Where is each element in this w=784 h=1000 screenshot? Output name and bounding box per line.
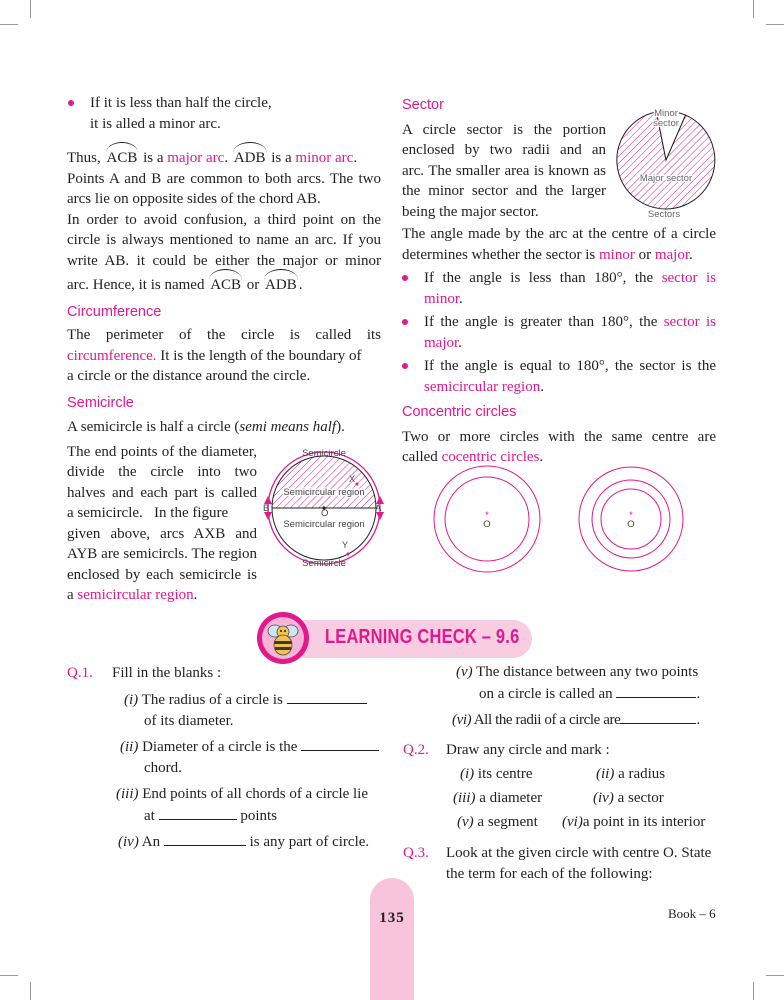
thus-line: Thus, ACB is a major arc. ADB is a minor arc.	[67, 143, 381, 169]
point-y-dot	[347, 553, 350, 556]
label-region-top: Semicircular region	[283, 487, 365, 498]
text-line: Points A and B are common to both arcs. The two	[67, 170, 381, 187]
question-number: Q.2.	[403, 742, 429, 758]
text-line: of its diameter.	[144, 712, 234, 729]
bullet-icon	[68, 100, 74, 106]
section-heading: Concentric circles	[402, 404, 517, 420]
text-line: enclosed by two radii and an	[402, 142, 606, 158]
q1-item-iv	[118, 831, 388, 853]
label-sectors: Sectors	[647, 209, 681, 220]
text-line: The perimeter of the circle is called its	[67, 327, 381, 343]
text-line: If the angle is less than 180°, the sector is	[424, 270, 717, 286]
bullet-equal-to	[402, 356, 716, 397]
label-region-bottom: Semicircular region	[283, 519, 365, 530]
crop-mark	[0, 975, 18, 976]
bullet-line: it is alled a minor arc.	[90, 115, 221, 132]
label-b: B	[263, 503, 270, 514]
text-line: a semicircular region.	[67, 587, 198, 603]
answer-blank	[620, 709, 696, 724]
text-line: determines whether the sector is minor or major.	[402, 246, 693, 263]
section-heading: Semicircle	[67, 394, 134, 411]
text-line: arcs lie on opposite sides of the chord AB.	[67, 191, 321, 207]
text-line: The end points of the diameter,	[67, 443, 257, 460]
bullet-less-than	[402, 268, 716, 309]
text-line: semicircular region.	[424, 378, 544, 395]
question-number: Q.1.	[67, 665, 93, 681]
book-label: Book – 6	[668, 906, 716, 921]
q1-item-ii	[120, 736, 386, 778]
q2-item-vi: (vi)a point in its interior	[562, 814, 706, 830]
text-line: (iii) End points of all chords of a circle lie	[116, 786, 369, 802]
label-a: A	[375, 503, 382, 514]
label-sector: sector	[653, 118, 679, 129]
text-line: the term for each of the following:	[446, 865, 653, 882]
text-line: a circle or the distance around the circle.	[67, 368, 311, 384]
centre-star-icon: *	[485, 510, 489, 520]
learning-check-banner	[257, 612, 532, 664]
text-line: on a circle is called an .	[456, 683, 726, 705]
text-line: halves and each part is called	[67, 484, 257, 501]
sector-figure	[612, 106, 724, 220]
text-line: The angle made by the arc at the centre of a circle	[402, 226, 716, 242]
q2-item-i: (i) its centre	[460, 766, 533, 782]
answer-blank	[159, 805, 237, 820]
bullet-greater-than	[402, 312, 716, 353]
crop-mark	[753, 0, 754, 18]
arc-name-line: arc. Hence, it is named ACB or ADB .	[67, 271, 381, 296]
text-line: If the angle is equal to 180°, the sector is the	[424, 358, 716, 374]
question-number: Q.3.	[403, 845, 429, 861]
text-line: being the major sector.	[402, 203, 539, 220]
label-o: O	[321, 508, 329, 519]
crop-mark	[30, 0, 31, 18]
text-line: minor.	[424, 290, 463, 307]
answer-blank	[616, 683, 696, 698]
text-line: (v) The distance between any two points	[456, 664, 699, 680]
text-line: A semicircle is half a circle (semi means half).	[67, 419, 345, 435]
text-line: major.	[424, 334, 462, 351]
q2-item-ii: (ii) a radius	[596, 766, 666, 782]
q1-item-vi	[452, 709, 726, 731]
crop-mark	[766, 24, 784, 25]
text-line: A circle sector is the portion	[402, 121, 606, 138]
label-o: O	[483, 519, 491, 530]
bullet-icon	[402, 275, 408, 281]
hatched-semicircular-region	[272, 456, 376, 508]
text-line: arc. The smaller area is known as	[402, 162, 606, 179]
text-line: (iv) An is any part of circle.	[118, 831, 388, 853]
minor-arc-term: minor arc	[295, 150, 354, 166]
point-x-dot	[356, 483, 359, 486]
page-number-tab	[370, 878, 414, 1000]
label-o: O	[627, 519, 635, 530]
q2-item-iii: (iii) a diameter	[453, 790, 543, 806]
semicircle-figure	[262, 444, 384, 572]
text-line: circle is always mentioned to name an arc. If you	[67, 232, 381, 248]
section-heading: Circumference	[67, 303, 162, 320]
question-text: Draw any circle and mark :	[446, 742, 610, 758]
q3-text	[446, 843, 716, 884]
label-y: Y	[342, 540, 349, 550]
crop-mark	[753, 982, 754, 1000]
q1-item-i	[124, 689, 386, 731]
concentric-circles-figure	[432, 464, 692, 584]
bullet-icon	[402, 319, 408, 325]
q1-item-v	[456, 662, 726, 704]
text-line: If the angle is greater than 180°, the sector is	[424, 314, 716, 330]
label-semicircle-top: Semicircle	[302, 448, 346, 459]
text-line: divide the circle into two	[67, 464, 257, 480]
q2-item-iv: (iv) a sector	[593, 790, 664, 806]
arc-symbol: ACB	[107, 145, 138, 169]
crop-mark	[766, 975, 784, 976]
text-line: given above, arcs AXB and	[67, 525, 257, 542]
learning-check-title: LEARNING CHECK – 9.6	[325, 626, 520, 648]
major-arc-term: major arc	[167, 150, 225, 166]
text-line: the minor sector and the larger	[402, 183, 606, 199]
answer-blank	[164, 831, 246, 846]
centre-star-icon: *	[629, 510, 633, 520]
arc-symbol: ADB	[265, 272, 297, 296]
arc-symbol: ADB	[234, 145, 266, 169]
text-line: (ii) Diameter of a circle is the	[120, 736, 386, 758]
label-semicircle-bottom: Semicircle	[302, 558, 346, 569]
q2-item-v: (v) a segment	[457, 814, 538, 830]
crop-mark	[30, 982, 31, 1000]
bee-mascot-icon	[265, 621, 301, 657]
text-line: (vi) All the radii of a circle are .	[452, 709, 726, 731]
label-x: X	[349, 474, 356, 484]
crop-mark	[0, 24, 18, 25]
bullet-line: If it is less than half the circle,	[90, 95, 272, 111]
text-line: called cocentric circles.	[402, 449, 544, 465]
text-line: AYB are semicircls. The region	[67, 546, 257, 562]
text-line: (i) The radius of a circle is	[124, 689, 386, 711]
label-minor: Minor	[654, 108, 678, 119]
text-line: Look at the given circle with centre O. State	[446, 845, 712, 861]
label-major-sector: Major sector	[639, 173, 693, 184]
q1-item-iii	[116, 784, 388, 826]
text-line: a semicircle. In the figure	[67, 505, 229, 521]
answer-blank	[287, 689, 367, 704]
question-text: Fill in the blanks :	[112, 665, 222, 681]
text-line: chord.	[144, 759, 182, 776]
text-line: at points	[116, 805, 388, 827]
bullet-minor-arc	[67, 93, 381, 134]
bullet-icon	[402, 363, 408, 369]
section-heading: Sector	[402, 97, 444, 113]
text-line: circumference. It is the length of the boundary of	[67, 347, 362, 364]
arc-symbol: ACB	[210, 272, 241, 296]
text-line: write AB. it could be either the major or minor	[67, 252, 381, 269]
text-line: Two or more circles with the same centre are	[402, 428, 716, 445]
page-number: 135	[379, 910, 405, 926]
text-line: enclosed by each semicircle is	[67, 566, 257, 583]
answer-blank	[301, 736, 379, 751]
text-line: In order to avoid confusion, a third point on the	[67, 211, 381, 228]
